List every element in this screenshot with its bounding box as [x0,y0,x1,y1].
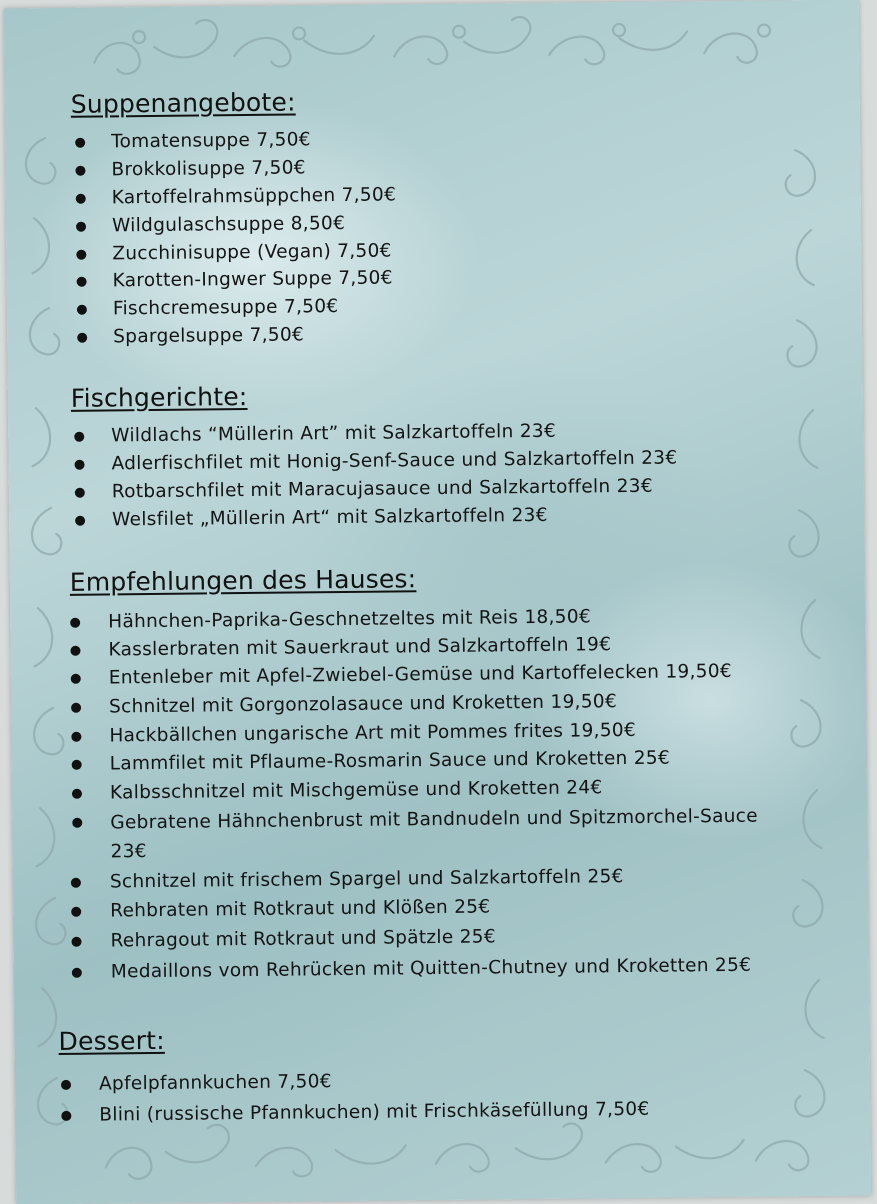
menu-item [77,293,339,323]
menu-item-text: Tomatensuppe 7,50€ [111,129,311,153]
menu-item-text: Wildlachs “Müllerin Art” mit Salzkartoffeln 23€ [111,420,557,447]
menu-item [74,418,556,450]
bullet-icon [72,760,82,770]
menu-item-text: Brokkolisuppe 7,50€ [111,157,306,181]
bullet-icon [76,222,86,232]
bullet-icon [74,460,84,470]
bullet-icon [76,250,86,260]
bullet-icon [75,138,85,148]
menu-item-text: Wildgulaschsuppe 8,50€ [111,212,346,237]
menu-item-text: Schnitzel mit Gorgonzolasauce und Kroketten 19,50€ [108,691,618,718]
menu-item [72,952,752,986]
menu-item [76,264,392,294]
menu-page [4,0,871,1204]
menu-item [72,745,671,778]
menu-item-text: Adlerfischfilet mit Honig-Senf-Sauce und Salzkartoffeln 23€ [111,447,678,475]
menu-item [71,893,490,924]
menu-item [76,210,345,240]
menu-item-text: Karotten-Ingwer Suppe 7,50€ [112,267,393,292]
bullet-icon [71,703,81,713]
bullet-icon [72,818,82,828]
menu-item-text: Spargelsuppe 7,50€ [113,324,305,348]
menu-item-text: Hackbällchen ungarische Art mit Pommes frites 19,50€ [109,719,637,747]
bullet-icon [61,1080,71,1090]
menu-item-text: Gebratene Hähnchenbrust mit Bandnudeln und Spitzmorchel-Sauce 23€ [110,805,759,863]
menu-item [70,603,591,635]
menu-item-text: Rehragout mit Rotkraut und Spätzle 25€ [110,926,496,952]
bullet-icon [77,305,87,315]
bullet-icon [76,194,86,204]
menu-item [61,1096,649,1129]
section-title-suppenangebote: Suppenangebote: [70,87,296,119]
menu-item [76,237,392,267]
menu-item [71,863,624,896]
section-title-empfehlungen: Empfehlungen des Hauses: [69,564,417,597]
menu-item-text: Kartoffelrahmsüppchen 7,50€ [111,184,397,209]
menu-item [75,154,306,183]
menu-item-text: Kasslerbraten mit Sauerkraut und Salzkartoffeln 19€ [108,634,612,661]
menu-item-text: Medaillons vom Rehrücken mit Quitten-Chutney und Kroketten 25€ [110,954,752,983]
bullet-icon [75,516,85,526]
menu-item [75,502,548,534]
menu-item-text: Zucchinisuppe (Vegan) 7,50€ [112,240,392,265]
menu-item-text: Apfelpfannkuchen 7,50€ [98,1071,332,1095]
menu-item [72,774,603,807]
menu-item-text: Rehbraten mit Rotkraut und Klößen 25€ [110,896,491,922]
menu-item [75,473,653,506]
menu-item [75,126,311,155]
menu-item-text: Blini (russische Pfannkuchen) mit Frischkäsefüllung 7,50€ [99,1098,650,1126]
menu-item [76,181,397,211]
bullet-icon [70,618,80,628]
bullet-icon [71,732,81,742]
menu-item [72,801,793,867]
bullet-icon [72,789,82,799]
bullet-icon [77,333,87,343]
bullet-icon [75,166,85,176]
menu-item-text: Entenleber mit Apfel-Zwiebel-Gemüse und Kartoffelecken 19,50€ [108,660,733,689]
menu-item-text: Schnitzel mit frischem Spargel und Salzkartoffeln 25€ [109,866,624,893]
menu-item-text: Rotbarschfilet mit Maracujasauce und Salzkartoffeln 23€ [111,475,653,503]
bullet-icon [75,488,85,498]
bullet-icon [70,646,80,656]
bullet-icon [71,907,81,917]
bullet-icon [71,937,81,947]
bullet-icon [72,968,82,978]
section-title-dessert: Dessert: [58,1025,165,1056]
menu-item [71,688,617,721]
bullet-icon [71,674,81,684]
menu-content [4,0,871,1204]
menu-item-text: Hähnchen-Paprika-Geschnetzeltes mit Reis 18,50€ [108,606,592,633]
bullet-icon [74,432,84,442]
menu-item-text: Kalbsschnitzel mit Mischgemüse und Kroketten 24€ [109,777,603,804]
menu-item-text: Fischcremesuppe 7,50€ [112,296,339,320]
menu-item [61,1068,332,1098]
menu-item-text: Lammfilet mit Pflaume-Rosmarin Sauce und Kroketten 25€ [109,747,671,775]
menu-item [71,923,496,954]
menu-item [77,321,304,350]
menu-item [71,658,732,692]
menu-item-text: Welsfilet „Müllerin Art“ mit Salzkartoffeln 23€ [112,504,548,531]
bullet-icon [71,878,81,888]
bullet-icon [61,1111,71,1121]
bullet-icon [77,277,87,287]
section-title-fischgerichte: Fischgerichte: [70,381,248,413]
menu-item [70,631,611,664]
